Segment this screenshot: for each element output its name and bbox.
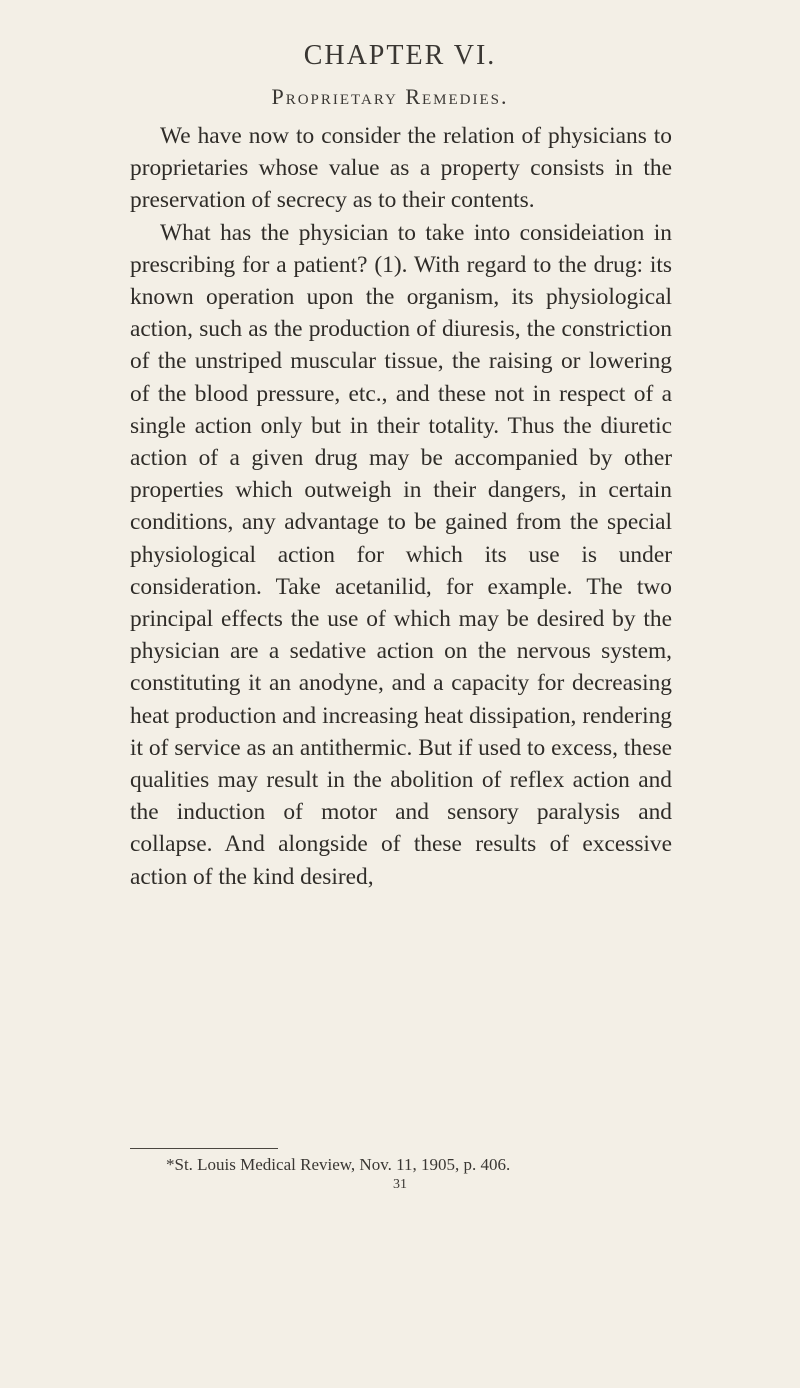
section-title: Proprietary Remedies.	[271, 84, 509, 109]
paragraph: What has the physician to take into consideiation in prescribing for a patient? (1). With regard to the drug: its known operation upon the organism, its physiological action, such as the production of diuresis, the constriction of the unstriped muscular tissue, the raising or lowering of the blood pressure, etc., and these not in respect of a single action only but in their totality. Thus the diuretic action of a given drug may be accompanied by other properties which outweigh in their dangers, in certain conditions, any advantage to be gained from the special physiological action for which its use is under consideration. Take acetanilid, for example. The two principal effects the use of which may be desired by the physician are a sedative action on the nervous system, constituting it an anodyne, and a capacity for decreasing heat production and increasing heat dissipation, rendering it of service as an antithermic. But if used to excess, these qualities may result in the abolition of reflex action and the induction of motor and sensory paralysis and collapse. And alongside of these results of excessive action of the kind desired,	[130, 219, 672, 890]
paragraph: We have now to consider the relation of physicians to proprietaries whose value as a property consists in the preservation of secrecy as to their contents.	[130, 123, 672, 214]
chapter-heading: CHAPTER VI.	[303, 40, 497, 71]
page-number: 31	[393, 1177, 407, 1192]
body-text	[130, 120, 672, 893]
footnote-divider	[130, 1148, 278, 1149]
footnote: *St. Louis Medical Review, Nov. 11, 1905, p. 406.	[166, 1155, 511, 1174]
